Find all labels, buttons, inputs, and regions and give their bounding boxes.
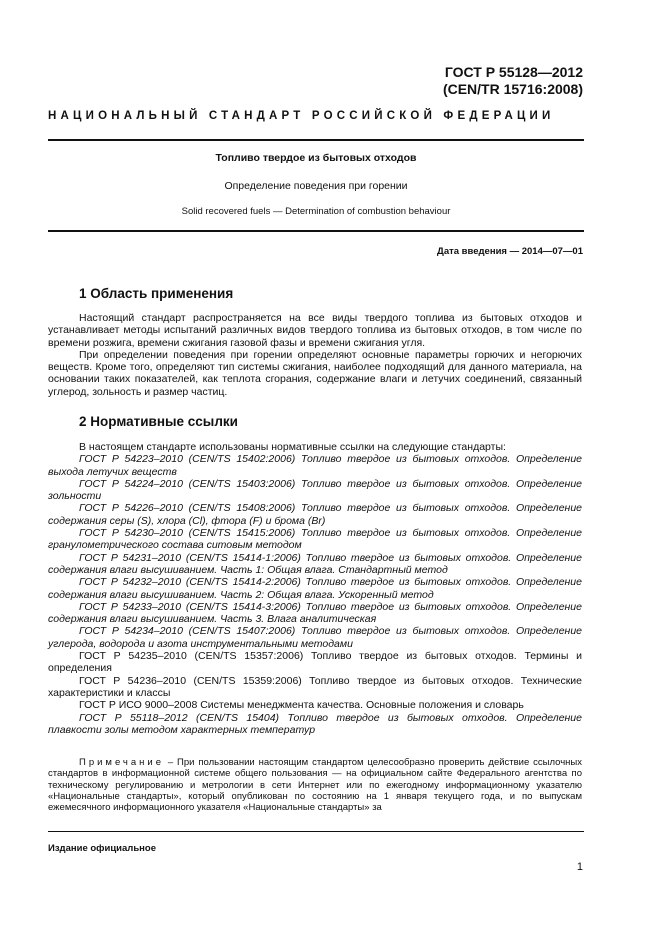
note-block	[48, 757, 582, 813]
reference-item: ГОСТ Р 54223–2010 (CEN/TS 15402:2006) Топливо твердое из бытовых отходов. Определение выхода летучих веществ	[48, 453, 582, 478]
reference-item: ГОСТ Р 54232–2010 (CEN/TS 15414-2:2006) Топливо твердое из бытовых отходов. Определение содержания влаги высушиванием. Часть 2: Общая влага. Ускоренный метод	[48, 576, 582, 601]
standard-designation	[443, 64, 583, 98]
page-number: 1	[576, 861, 583, 873]
section2-intro: В настоящем стандарте использованы нормативные ссылки на следующие стандарты:	[79, 441, 506, 453]
note-text: – При пользовании настоящим стандартом целесообразно проверить действие ссылочных стандартов в информационной системе общего пользования — на официальном сайте Федерального агентства по техническому регулированию и метрологии в сети Интернет или по ежегодному информационному указателю «Национальные стандарты», который опубликован по состоянию на 1 января текущего года, и по выпускам ежемесячного информационного указателя «Национальные стандарты» за	[48, 757, 582, 814]
document-title: Топливо твердое из бытовых отходов	[215, 152, 417, 164]
document-subtitle: Определение поведения при горении	[224, 180, 408, 192]
official-edition-label: Издание официальное	[48, 843, 156, 854]
reference-item: ГОСТ Р 54231–2010 (CEN/TS 15414-1:2006) Топливо твердое из бытовых отходов. Определение содержания влаги высушиванием. Часть 1: Общая влага. Стандартный метод	[48, 551, 582, 576]
english-title: Solid recovered fuels — Determination of combustion behaviour	[181, 206, 451, 217]
reference-item: ГОСТ Р ИСО 9000–2008 Системы менеджмента качества. Основные положения и словарь	[79, 699, 524, 712]
reference-item: ГОСТ Р 54236–2010 (CEN/TS 15359:2006) Топливо твердое из бытовых отходов. Технические характеристики и классы	[48, 674, 582, 699]
reference-item: ГОСТ Р 54234–2010 (CEN/TS 15407:2006) Топливо твердое из бытовых отходов. Определение углерода, водорода и азота инструментальными методами	[48, 625, 582, 650]
cen-number: (CEN/TR 15716:2008)	[442, 81, 583, 97]
national-standard-heading: НАЦИОНАЛЬНЫЙ СТАНДАРТ РОССИЙСКОЙ ФЕДЕРАЦИИ	[48, 110, 555, 122]
footer-divider	[48, 831, 584, 832]
introduction-date: Дата введения — 2014—07—01	[437, 246, 583, 257]
section1-para1: Настоящий стандарт распространяется на все виды твердого топлива из бытовых отходов и устанавливает методы испытаний различных видов твердого топлива из бытовых отходов, в том числе по времени розжига, времени сжигания газовой фазы и времени сжигания угля.	[48, 312, 582, 349]
reference-item: ГОСТ Р 55118–2012 (CEN/TS 15404) Топливо твердое из бытовых отходов. Определение плавкости золы методом характерных температур	[48, 711, 582, 736]
title-divider	[48, 230, 584, 232]
top-divider	[48, 139, 584, 141]
reference-item: ГОСТ Р 54233–2010 (CEN/TS 15414-3:2006) Топливо твердое из бытовых отходов. Определение содержания влаги высушиванием. Часть 3. Влага аналитическая	[48, 600, 582, 626]
section2-heading: 2 Нормативные ссылки	[79, 414, 238, 429]
gost-number: ГОСТ Р 55128—2012	[444, 64, 583, 80]
section1-heading: 1 Область применения	[79, 286, 234, 301]
section2-body	[48, 441, 582, 736]
reference-item: ГОСТ Р 54224–2010 (CEN/TS 15403:2006) Топливо твердое из бытовых отходов. Определение зольности	[48, 477, 582, 503]
section1-para2: При определении поведения при горении определяют основные параметры горючих и негорючих веществ. Кроме того, определяют тип системы сжигания, наиболее подходящий для данного материала, на основании таких показателей, как теплота сгорания, содержание влаги и летучих соединений, связанный углерод, зольность и размер частиц.	[48, 348, 582, 398]
note-label: Примечание	[79, 757, 164, 768]
reference-item: ГОСТ Р 54226–2010 (CEN/TS 15408:2006) Топливо твердое из бытовых отходов. Определение содержания серы (S), хлора (Cl), фтора (F) и брома (Br)	[48, 502, 582, 527]
section1-body	[48, 312, 582, 398]
reference-item: ГОСТ Р 54230–2010 (CEN/TS 15415:2006) Топливо твердое из бытовых отходов. Определение гранулометрического состава ситовым методом	[48, 527, 582, 552]
reference-item: ГОСТ Р 54235–2010 (CEN/TS 15357:2006) Топливо твердое из бытовых отходов. Термины и определения	[48, 650, 582, 675]
